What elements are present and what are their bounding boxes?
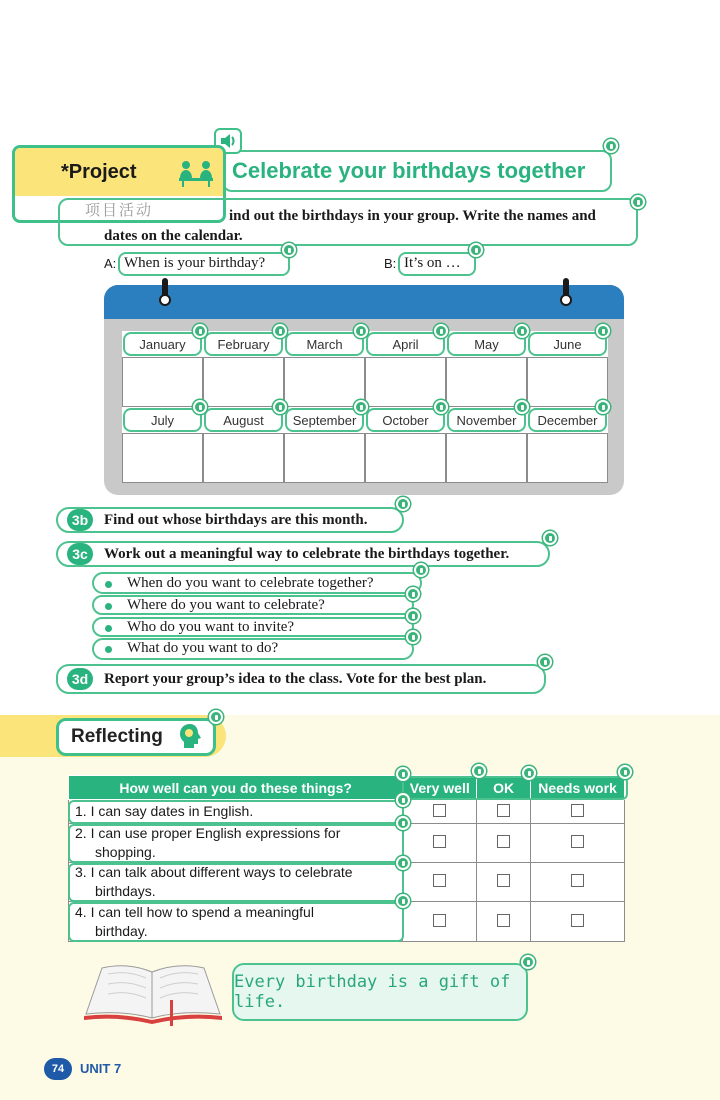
bullet-item: What do you want to do?	[127, 640, 279, 656]
header-frame	[402, 776, 628, 800]
audio-dot-icon[interactable]	[396, 816, 410, 830]
instruction-3a-line1: ind out the birthdays in your group. Write the names and	[229, 208, 596, 224]
audio-dot-icon[interactable]	[193, 400, 207, 414]
calendar-cell[interactable]	[446, 433, 527, 483]
audio-dot-icon[interactable]	[596, 324, 610, 338]
row-number: 1.	[75, 803, 87, 819]
project-main-title: Celebrate your birthdays together	[232, 158, 586, 183]
checkbox[interactable]	[571, 804, 584, 817]
row-number: 3.	[75, 864, 87, 880]
instruction-3c-text: Work out a meaningful way to celebrate the birthdays together.	[104, 546, 510, 562]
bullet-item: Where do you want to celebrate?	[127, 597, 325, 613]
audio-dot-icon[interactable]	[193, 324, 207, 338]
month-july: July	[123, 408, 202, 432]
audio-dot-icon[interactable]	[434, 400, 448, 414]
unit-label: UNIT 7	[80, 1061, 122, 1076]
row-text: I can say dates in English.	[90, 803, 254, 819]
instruction-3d-text: Report your group’s idea to the class. Vote for the best plan.	[104, 671, 487, 687]
audio-dot-icon[interactable]	[472, 764, 486, 778]
audio-dot-icon[interactable]	[396, 793, 410, 807]
audio-dot-icon[interactable]	[522, 766, 536, 780]
audio-dot-icon[interactable]	[282, 243, 296, 257]
audio-dot-icon[interactable]	[521, 955, 535, 969]
calendar-cell[interactable]	[284, 357, 365, 407]
instruction-3a-line2: dates on the calendar.	[104, 228, 243, 244]
row-frame	[68, 824, 404, 863]
row-frame	[68, 863, 404, 902]
dialogue-a-text: When is your birthday?	[124, 255, 266, 271]
checkbox[interactable]	[433, 804, 446, 817]
checkbox[interactable]	[571, 874, 584, 887]
audio-dot-icon[interactable]	[354, 400, 368, 414]
audio-dot-icon[interactable]	[618, 765, 632, 779]
audio-dot-icon[interactable]	[469, 243, 483, 257]
header-very-well: Very well	[403, 776, 477, 800]
quote-text: Every birthday is a gift of life.	[234, 972, 511, 1012]
group-people-icon	[177, 158, 215, 188]
row-text: I can tell how to spend a meaningful	[90, 903, 314, 920]
month-december: December	[528, 408, 607, 432]
header-skills: How well can you do these things?	[69, 776, 403, 800]
project-label: *Project	[61, 160, 137, 183]
month-august: August	[204, 408, 283, 432]
open-book-icon	[82, 960, 224, 1026]
calendar-cell[interactable]	[203, 357, 284, 407]
row-text-cont: shopping.	[95, 844, 156, 860]
month-may: May	[447, 332, 526, 356]
instruction-3b-text: Find out whose birthdays are this month.	[104, 512, 368, 528]
checkbox[interactable]	[497, 874, 510, 887]
lightbulb-head-icon	[176, 721, 204, 751]
month-june: June	[528, 332, 607, 356]
row-number: 4.	[75, 903, 87, 920]
calendar-cell[interactable]	[527, 433, 608, 483]
audio-dot-icon[interactable]	[515, 324, 529, 338]
bullet-item: When do you want to celebrate together?	[127, 575, 374, 591]
audio-dot-icon[interactable]	[434, 324, 448, 338]
calendar-cell[interactable]	[446, 357, 527, 407]
calendar-ring-hole-icon	[560, 294, 572, 306]
audio-dot-icon[interactable]	[273, 400, 287, 414]
calendar-ring-hole-icon	[159, 294, 171, 306]
header-ok: OK	[477, 776, 531, 800]
audio-dot-icon[interactable]	[406, 609, 420, 623]
checkbox[interactable]	[497, 835, 510, 848]
dialogue-b-text: It’s on …	[404, 255, 461, 271]
checkbox[interactable]	[497, 804, 510, 817]
page-number: 74	[44, 1058, 72, 1080]
reflecting-label-text: Reflecting	[71, 726, 163, 747]
month-february: February	[204, 332, 283, 356]
badge-3b: 3b	[67, 509, 93, 531]
speaker-a: A:	[104, 256, 117, 271]
calendar-cell[interactable]	[122, 433, 203, 483]
row-text-cont: birthday.	[95, 922, 148, 939]
audio-dot-icon[interactable]	[515, 400, 529, 414]
row-text-cont: birthdays.	[95, 883, 156, 899]
checkbox[interactable]	[497, 914, 510, 927]
bullet-item: Who do you want to invite?	[127, 619, 295, 635]
checkbox[interactable]	[433, 835, 446, 848]
checkbox[interactable]	[571, 835, 584, 848]
audio-dot-icon[interactable]	[538, 655, 552, 669]
audio-dot-icon[interactable]	[596, 400, 610, 414]
month-march: March	[285, 332, 364, 356]
calendar	[104, 285, 624, 495]
calendar-cell[interactable]	[365, 357, 446, 407]
project-subtitle: 项目活动	[84, 201, 153, 219]
audio-dot-icon[interactable]	[414, 563, 428, 577]
audio-dot-icon[interactable]	[396, 856, 410, 870]
audio-dot-icon[interactable]	[354, 324, 368, 338]
audio-dot-icon[interactable]	[209, 710, 223, 724]
row-number: 2.	[75, 825, 87, 841]
checkbox[interactable]	[433, 914, 446, 927]
calendar-cell[interactable]	[284, 433, 365, 483]
row-text: I can talk about different ways to celebrate	[90, 864, 353, 880]
audio-dot-icon[interactable]	[406, 630, 420, 644]
month-april: April	[366, 332, 445, 356]
audio-dot-icon[interactable]	[543, 531, 557, 545]
checkbox[interactable]	[571, 914, 584, 927]
row-text: I can use proper English expressions for	[90, 825, 341, 841]
speaker-b: B:	[384, 256, 397, 271]
month-october: October	[366, 408, 445, 432]
calendar-header-bar	[104, 285, 624, 319]
audio-dot-icon[interactable]	[396, 497, 410, 511]
audio-dot-icon[interactable]	[273, 324, 287, 338]
header-needs-work: Needs work	[531, 776, 625, 800]
audio-dot-icon[interactable]	[631, 195, 645, 209]
checkbox[interactable]	[433, 874, 446, 887]
month-september: September	[285, 408, 364, 432]
audio-dot-icon[interactable]	[396, 767, 410, 781]
calendar-cell[interactable]	[527, 357, 608, 407]
audio-dot-icon[interactable]	[406, 587, 420, 601]
month-november: November	[447, 408, 526, 432]
calendar-cell[interactable]	[365, 433, 446, 483]
badge-3c: 3c	[67, 543, 93, 565]
audio-dot-icon[interactable]	[604, 139, 618, 153]
badge-3d: 3d	[67, 668, 93, 690]
month-january: January	[123, 332, 202, 356]
row-frame	[68, 902, 404, 942]
audio-dot-icon[interactable]	[396, 894, 410, 908]
calendar-cell[interactable]	[122, 357, 203, 407]
calendar-cell[interactable]	[203, 433, 284, 483]
row-frame	[68, 800, 404, 824]
quote-box	[232, 963, 528, 1021]
